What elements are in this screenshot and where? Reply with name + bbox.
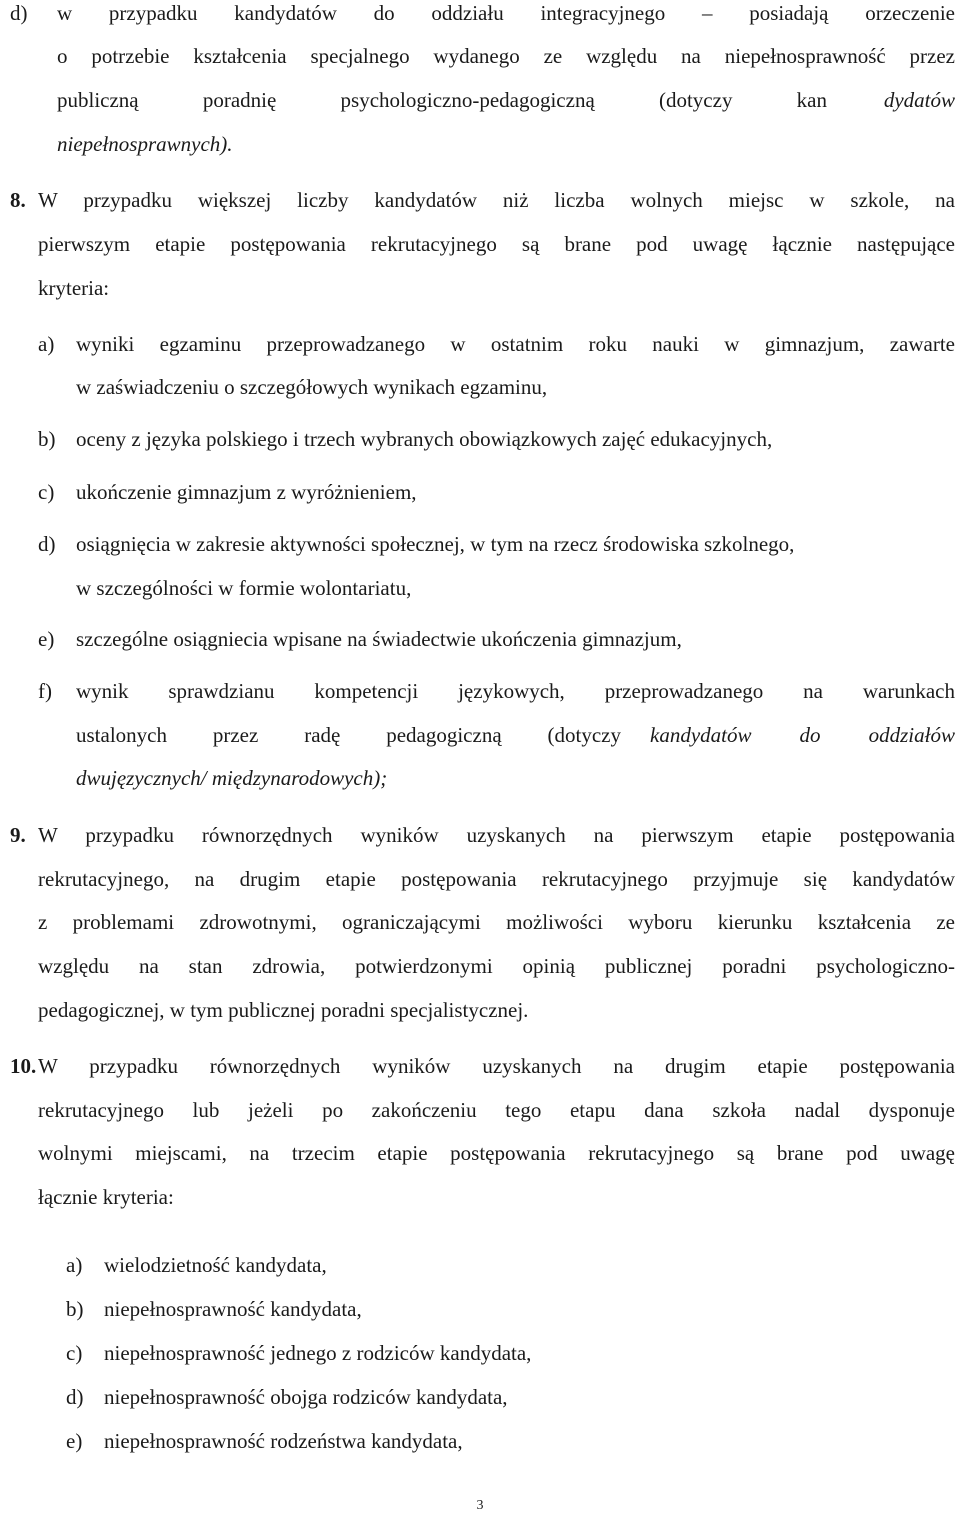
criterion-e-label: e) (66, 1429, 83, 1453)
criterion-d-line-2: w szczególności w formie wolontariatu, (76, 576, 412, 600)
criterion-f-label: f) (38, 679, 52, 703)
criterion-f-line-2 (76, 722, 955, 748)
paragraph-9-line-4: względu na stan zdrowia, potwierdzonymi opinią publicznej poradni psychologiczno- (38, 954, 955, 978)
criterion-d-line-1: niepełnosprawność obojga rodziców kandydata, (104, 1385, 508, 1409)
item-d-line-4: niepełnosprawnych). (57, 132, 233, 156)
criterion-a-line-1: wielodzietność kandydata, (104, 1253, 327, 1277)
criterion-b-line-1: niepełnosprawność kandydata, (104, 1297, 362, 1321)
item-d-line-1: w przypadku kandydatów do oddziału integracyjnego – posiadają orzeczenie (57, 1, 955, 25)
paragraph-9-line-3: z problemami zdrowotnymi, ograniczającymi możliwości wyboru kierunku kształcenia ze (38, 910, 955, 934)
paragraph-10-line-3: wolnymi miejscami, na trzecim etapie postępowania rekrutacyjnego są brane pod uwagę (38, 1141, 955, 1165)
paragraph-8-line-3: kryteria: (38, 276, 110, 300)
item-d-line-3-italic: dydatów (883, 88, 955, 112)
paragraph-10-line-4: łącznie kryteria: (38, 1185, 174, 1209)
paragraph-9-line-1: W przypadku równorzędnych wyników uzyskanych na pierwszym etapie postępowania (38, 823, 955, 847)
criterion-e-line-1: niepełnosprawność rodzeństwa kandydata, (104, 1429, 463, 1453)
paragraph-9-line-2: rekrutacyjnego, na drugim etapie postępowania rekrutacyjnego przyjmuje się kandydatów (38, 867, 955, 891)
paragraph-9-number: 9. (10, 823, 26, 847)
paragraph-9-line-5: pedagogicznej, w tym publicznej poradni specjalistycznej. (38, 998, 529, 1022)
criterion-f-line-3: dwujęzycznych/ międzynarodowych); (76, 766, 388, 790)
paragraph-10-line-2: rekrutacyjnego lub jeżeli po zakończeniu tego etapu dana szkoła nadal dysponuje (38, 1098, 955, 1122)
paragraph-8-number: 8. (10, 188, 26, 212)
item-d-line-3 (57, 87, 955, 113)
criterion-c-label: c) (66, 1341, 83, 1365)
item-d-line-2: o potrzebie kształcenia specjalnego wydanego ze względu na niepełnosprawność przez (57, 44, 955, 68)
paragraph-8-line-2: pierwszym etapie postępowania rekrutacyjnego są brane pod uwagę łącznie następujące (38, 232, 955, 256)
item-d-line-3-text: publiczną poradnię psychologiczno-pedagogiczną (dotyczy kan (57, 88, 827, 112)
criterion-c-label: c) (38, 480, 55, 504)
paragraph-8-line-1: W przypadku większej liczby kandydatów niż liczba wolnych miejsc w szkole, na (38, 188, 955, 212)
criterion-f-line-2-italic: kandydatów do oddziałów (650, 723, 955, 747)
criterion-a-label: a) (38, 332, 55, 356)
criterion-a-line-2: w zaświadczeniu o szczegółowych wynikach egzaminu, (76, 375, 548, 399)
criterion-c-line-1: niepełnosprawność jednego z rodziców kandydata, (104, 1341, 532, 1365)
criterion-b-label: b) (66, 1297, 84, 1321)
item-label-d: d) (10, 1, 28, 25)
criterion-e-line-1: szczególne osiągniecia wpisane na świadectwie ukończenia gimnazjum, (76, 627, 682, 651)
criterion-d-line-1: osiągnięcia w zakresie aktywności społecznej, w tym na rzecz środowiska szkolnego, (76, 532, 795, 556)
criterion-b-label: b) (38, 427, 56, 451)
criterion-f-line-1: wynik sprawdzianu kompetencji językowych, przeprowadzanego na warunkach (76, 679, 955, 703)
criterion-d-label: d) (38, 532, 56, 556)
criterion-f-line-2-text: ustalonych przez radę pedagogiczną (dotyczy (76, 723, 621, 747)
criterion-a-label: a) (66, 1253, 83, 1277)
criterion-d-label: d) (66, 1385, 84, 1409)
paragraph-10-number: 10. (10, 1054, 37, 1078)
paragraph-10-line-1: W przypadku równorzędnych wyników uzyskanych na drugim etapie postępowania (38, 1054, 955, 1078)
page-number: 3 (476, 1498, 484, 1513)
criterion-c-line-1: ukończenie gimnazjum z wyróżnieniem, (76, 480, 417, 504)
criterion-a-line-1: wyniki egzaminu przeprowadzanego w ostatnim roku nauki w gimnazjum, zawarte (76, 332, 955, 356)
criterion-e-label: e) (38, 627, 55, 651)
criterion-b-line-1: oceny z języka polskiego i trzech wybranych obowiązkowych zajęć edukacyjnych, (76, 427, 773, 451)
